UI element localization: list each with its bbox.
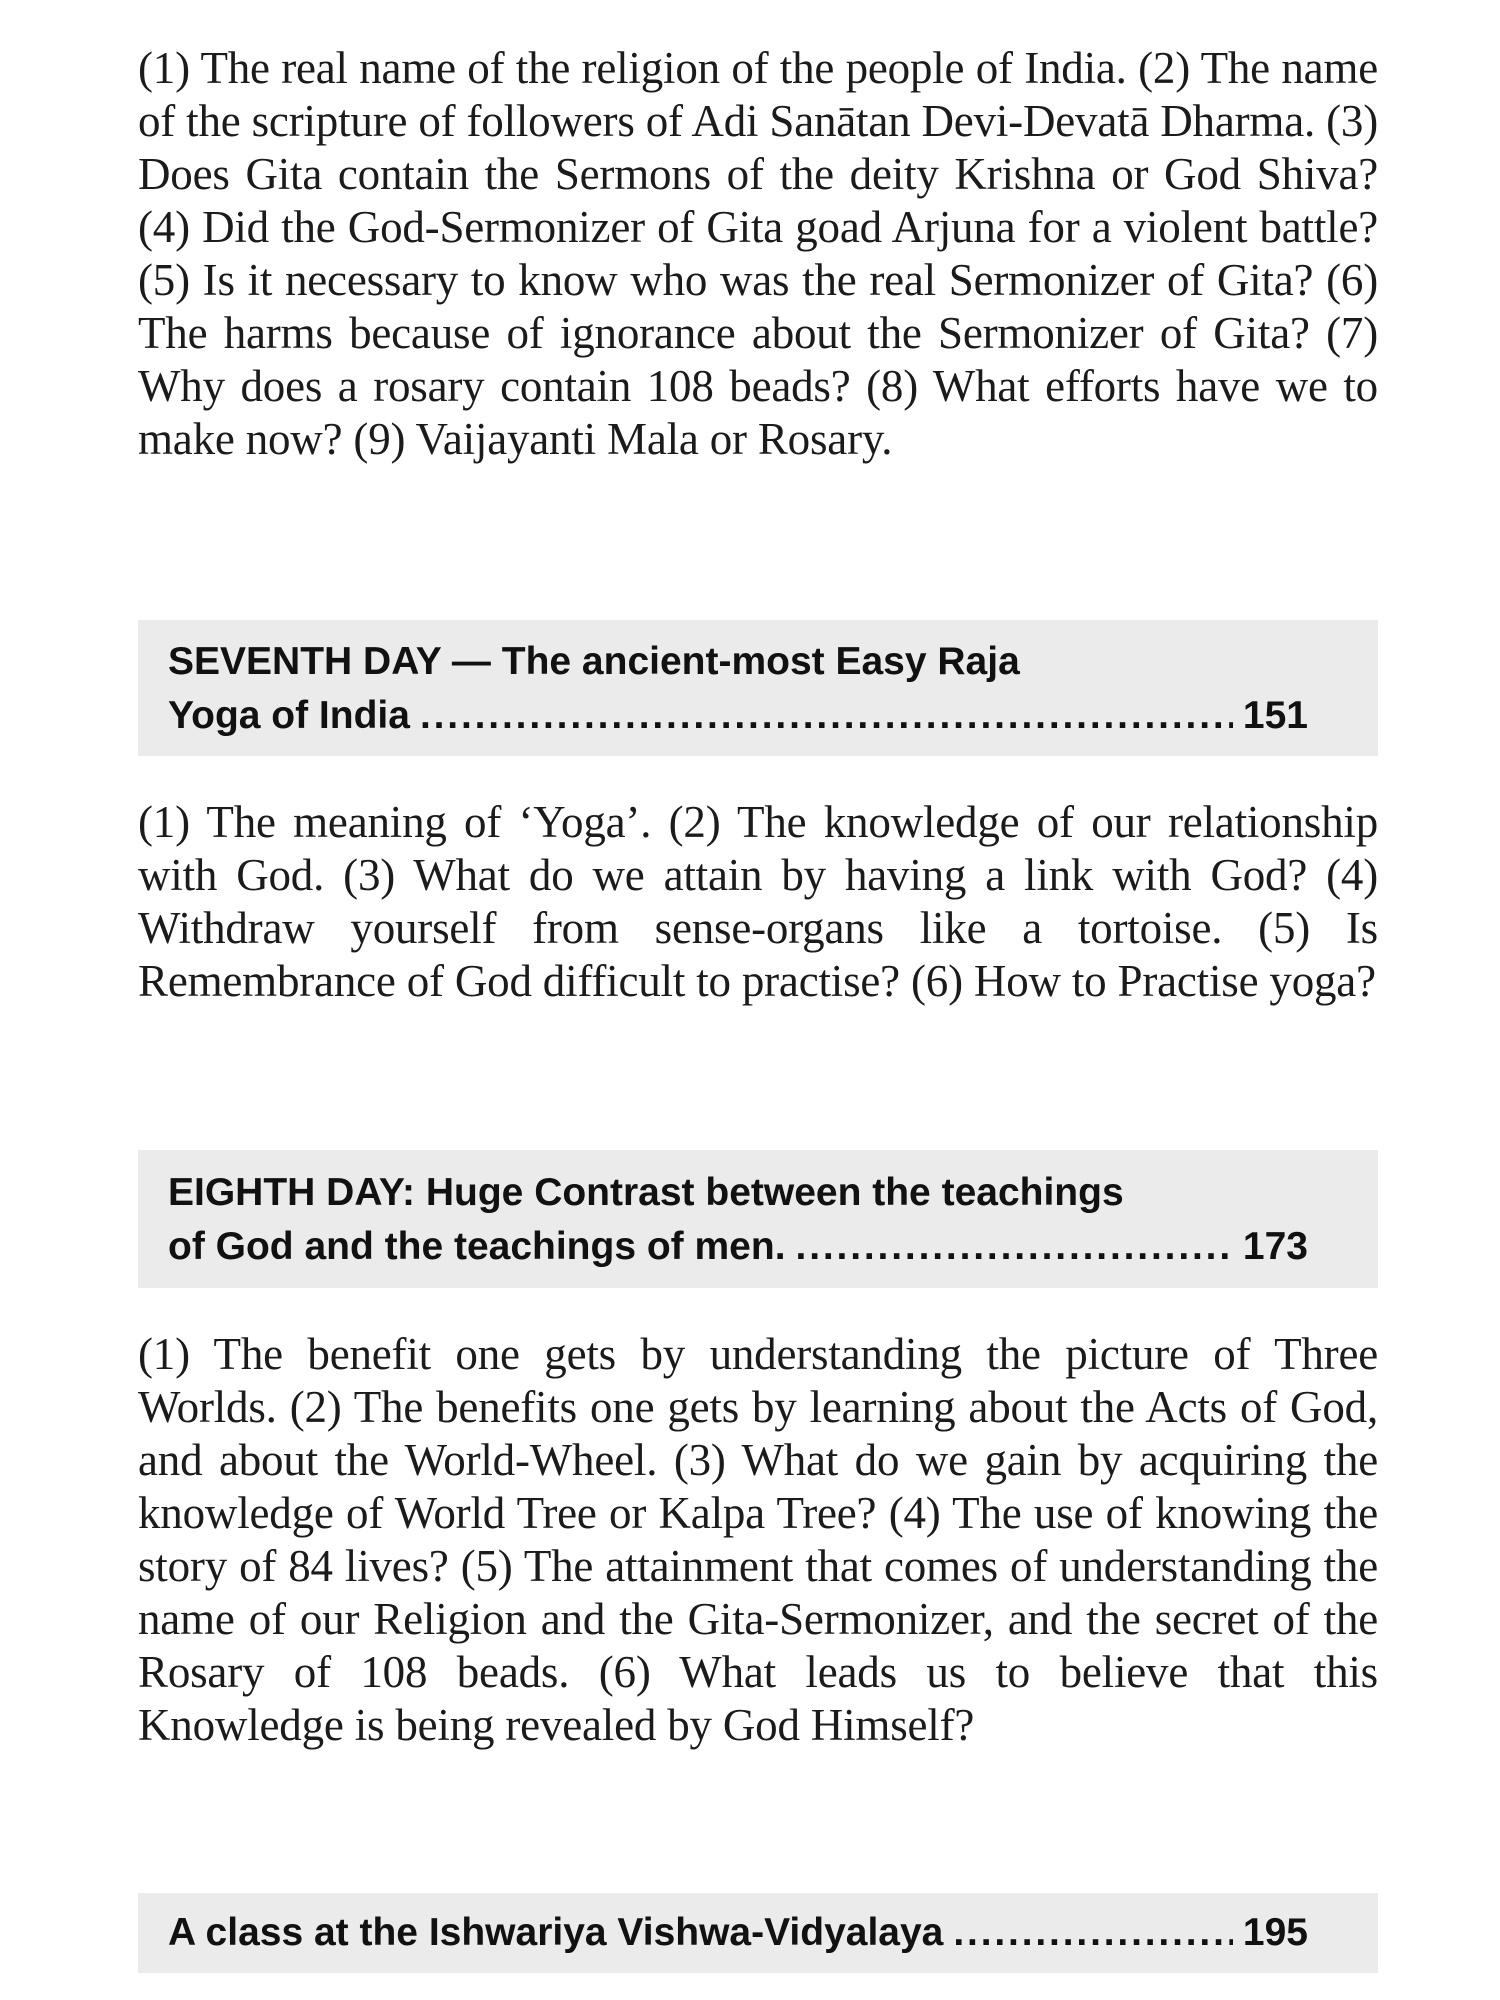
- toc-heading-line2: Yoga of India: [168, 694, 410, 737]
- toc-entry-class: [138, 1893, 1378, 1973]
- toc-heading-line1: SEVENTH DAY — The ancient-most Easy Raja: [168, 640, 1020, 683]
- toc-page-number: 173: [1242, 1225, 1308, 1268]
- toc-heading-title: A class at the Ishwariya Vishwa-Vidyalaya: [168, 1911, 944, 1954]
- intro-paragraph: (1) The real name of the religion of the people of India. (2) The name of the scripture of followers of Adi Sanātan Devi-Devatā Dharma. (3) Does Gita contain the Sermons of the deity Krishna or God Shiva? (4) Did the God-Sermonizer of Gita goad Arjuna for a violent battle? (5) Is it necessary to know who was the real Sermonizer of Gita? (6) The harms because of ignorance about the Sermonizer of Gita? (7) Why does a rosary contain 108 beads? (8) What efforts have we to make now? (9) Vaijayanti Mala or Rosary.: [138, 43, 1378, 464]
- dot-leader: [953, 1906, 1233, 1960]
- dot-leader: [420, 689, 1233, 743]
- dot-leader: [796, 1220, 1233, 1274]
- toc-heading-line2-row: [168, 1220, 1308, 1274]
- toc-heading-seventh-day: [168, 635, 1308, 743]
- seventh-day-summary: (1) The meaning of ‘Yoga’. (2) The knowledge of our relationship with God. (3) What do we attain by having a link with God? (4) Withdraw yourself from sense-organs like a tortoise. (5) Is Remembrance of God difficult to practise? (6) How to Practise yoga?: [138, 797, 1378, 1006]
- toc-heading-eighth-day: [168, 1166, 1308, 1274]
- toc-heading-line2: of God and the teachings of men.: [168, 1225, 786, 1268]
- toc-page-number: 195: [1242, 1911, 1308, 1954]
- toc-entry-seventh-day: [138, 620, 1378, 756]
- toc-heading-line1: EIGHTH DAY: Huge Contrast between the teachings: [168, 1171, 1124, 1214]
- toc-entry-eighth-day: [138, 1150, 1378, 1288]
- toc-heading-line2-row: [168, 689, 1308, 743]
- eighth-day-summary: (1) The benefit one gets by understanding the picture of Three Worlds. (2) The benefits one gets by learning about the Acts of God, and about the World-Wheel. (3) What do we gain by acquiring the knowledge of World Tree or Kalpa Tree? (4) The use of knowing the story of 84 lives? (5) The attainment that comes of understanding the name of our Religion and the Gita-Sermonizer, and the secret of the Rosary of 108 beads. (6) What leads us to believe that this Knowledge is being revealed by God Himself?: [138, 1329, 1378, 1750]
- toc-heading-class: [168, 1906, 1308, 1960]
- toc-page-number: 151: [1242, 694, 1308, 737]
- toc-heading-row: [168, 1906, 1308, 1960]
